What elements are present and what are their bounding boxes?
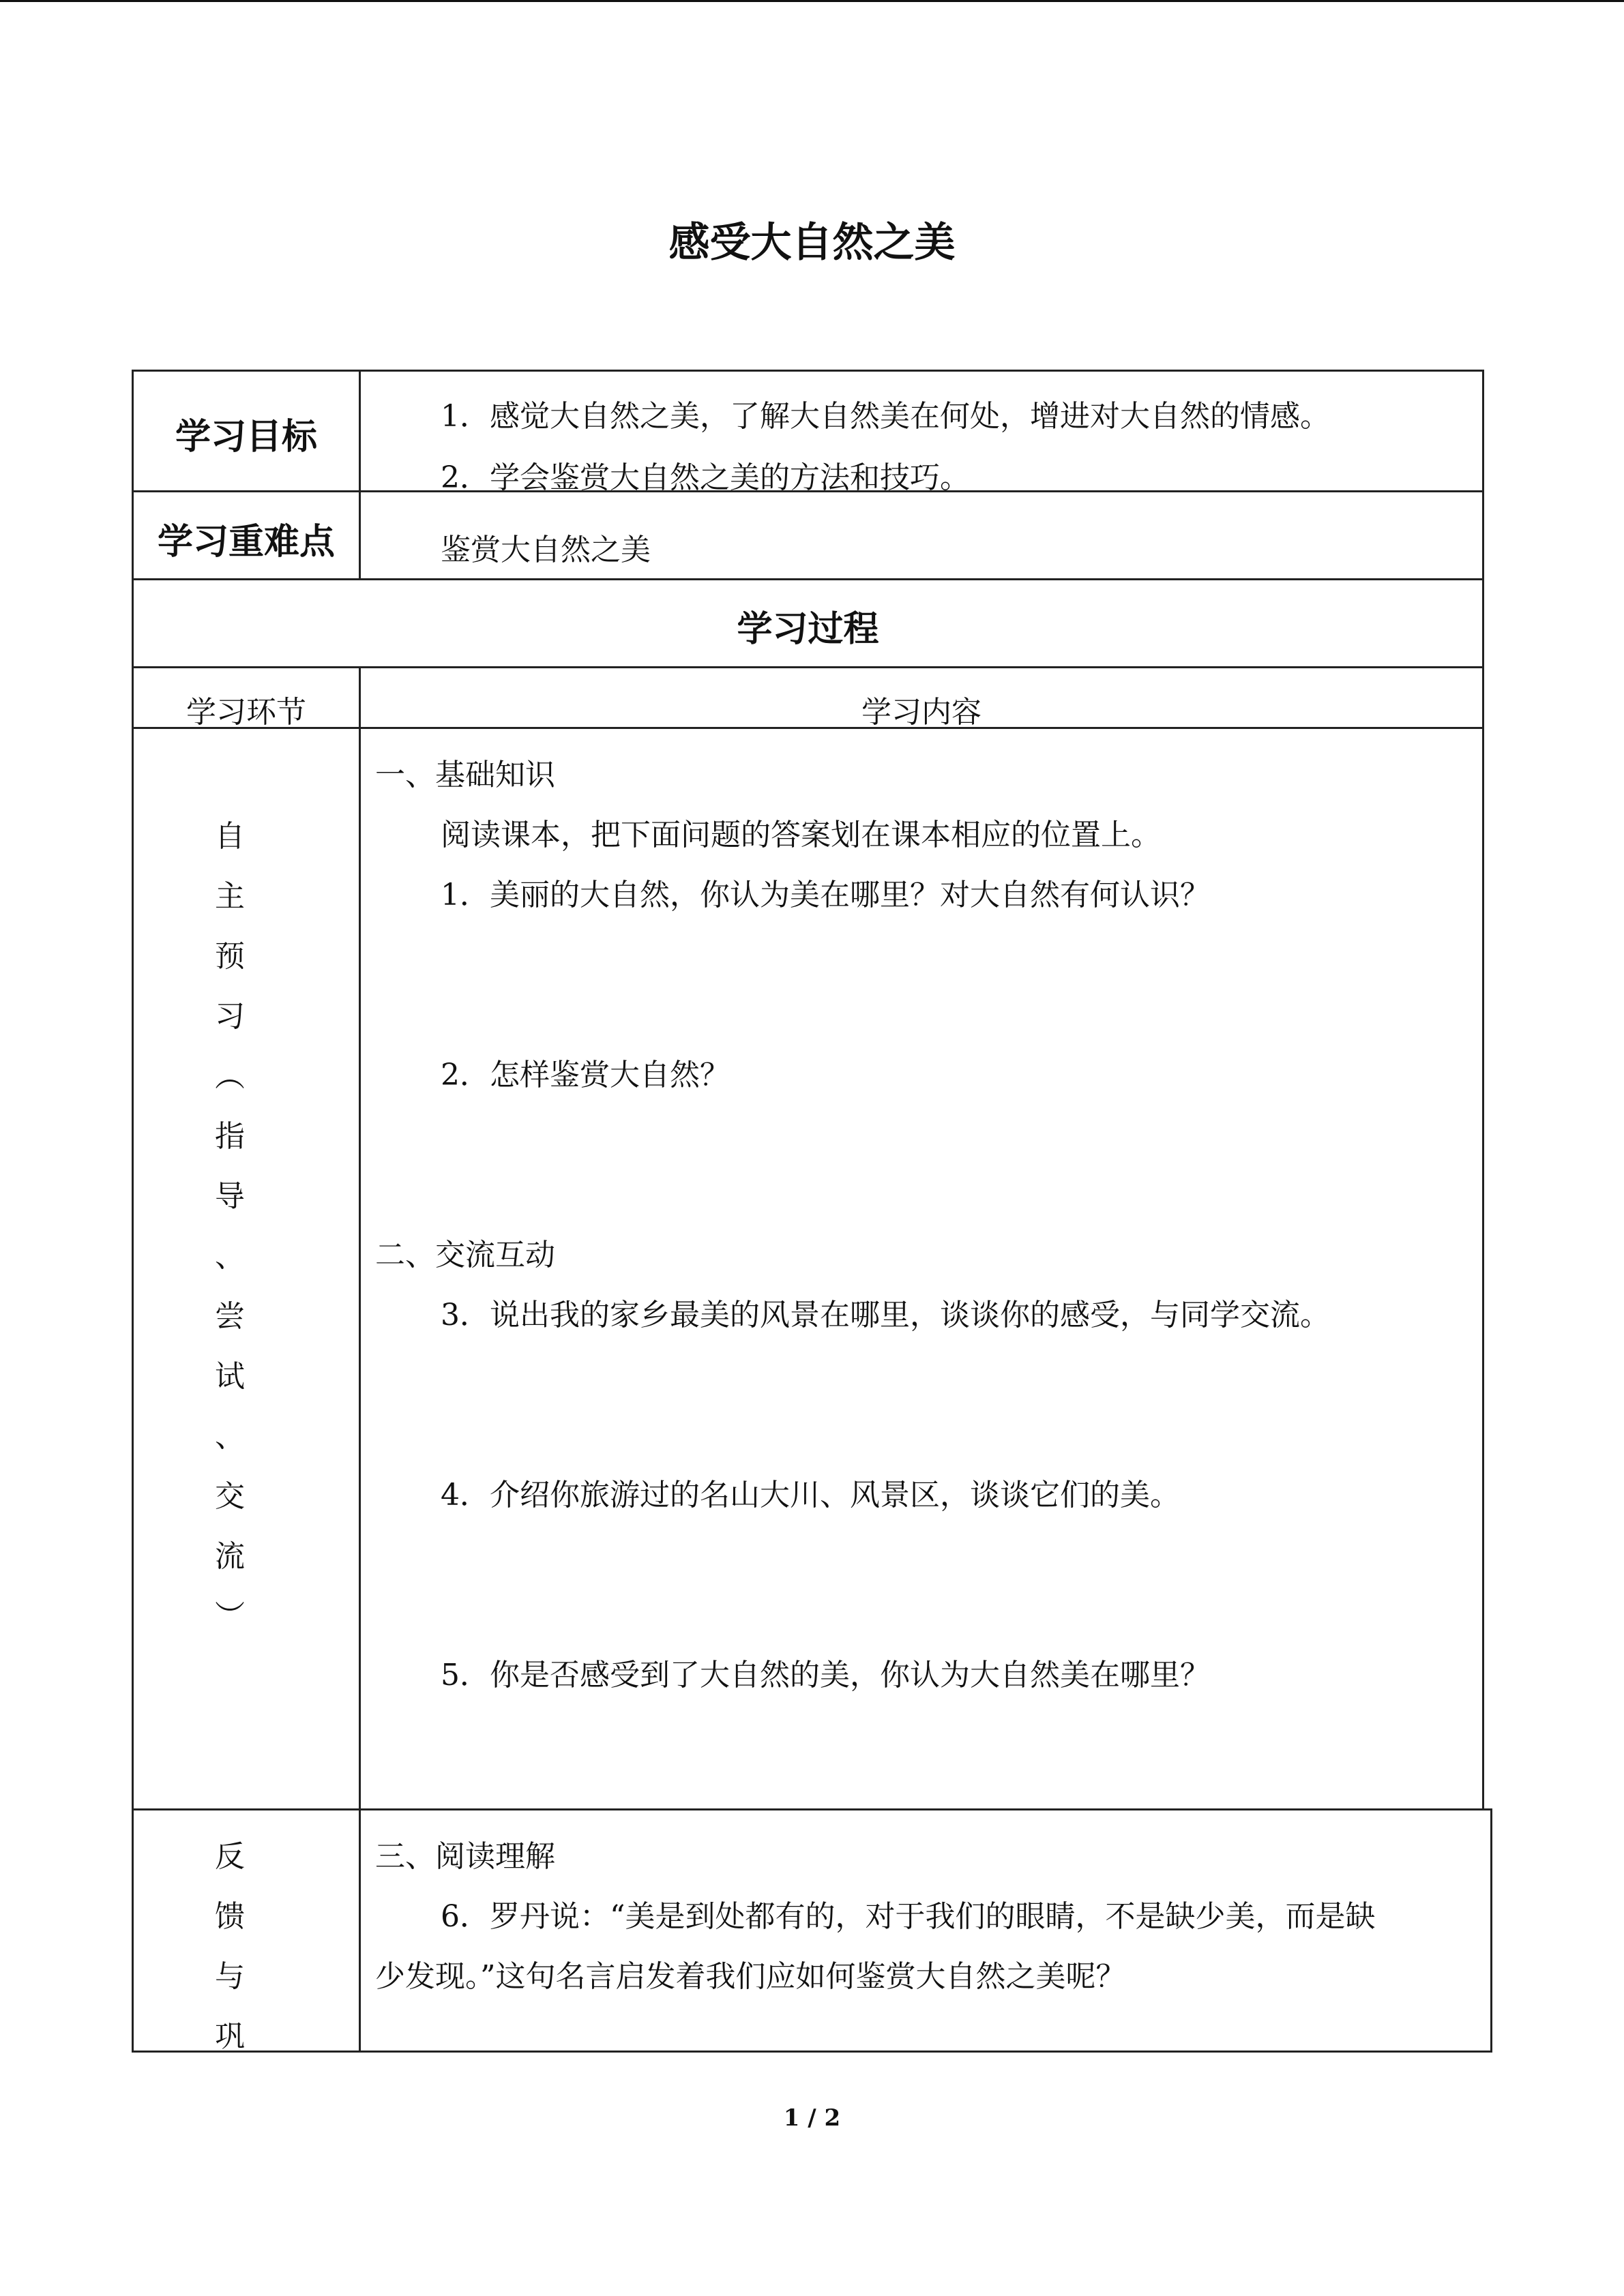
question-2: 2．怎样鉴赏大自然？ xyxy=(441,1058,730,1092)
stage-char: 交 xyxy=(215,1479,245,1514)
question-1: 1．美丽的大自然，你认为美在哪里？对大自然有何认识？ xyxy=(441,878,1210,912)
process-heading: 学习过程 xyxy=(737,609,879,650)
stage-char: 预 xyxy=(215,939,245,974)
stage-column-header: 学习环节 xyxy=(186,695,306,730)
instruction-text: 阅读课本，把下面问题的答案划在课本相应的位置上。 xyxy=(441,818,1161,852)
question-6: 6．罗丹说：“美是到处都有的，对于我们的眼睛，不是缺少美，而是缺 xyxy=(441,1899,1376,1934)
objective-item: 2．学会鉴赏大自然之美的方法和技巧。 xyxy=(441,460,970,495)
page-title: 感受大自然之美 xyxy=(668,219,956,267)
key-points-label: 学习重难点 xyxy=(157,522,335,563)
table-rule xyxy=(132,1808,1492,1810)
stage-char: 、 xyxy=(215,1239,245,1274)
question-3: 3．说出我的家乡最美的风景在哪里，谈谈你的感受，与同学交流。 xyxy=(441,1298,1330,1332)
section-heading: 三、阅读理解 xyxy=(375,1839,555,1874)
stage-char: 尝 xyxy=(215,1299,245,1334)
question-5: 5．你是否感受到了大自然的美，你认为大自然美在哪里？ xyxy=(441,1658,1210,1693)
stage-char: 巩 xyxy=(215,2019,245,2054)
stage-char: 流 xyxy=(215,1539,245,1574)
table-rule xyxy=(1490,1808,1492,2053)
content-column-header: 学习内容 xyxy=(861,695,981,730)
stage-char: 试 xyxy=(215,1359,245,1394)
table-rule xyxy=(1482,370,1484,1810)
objectives-label: 学习目标 xyxy=(175,417,317,458)
question-4: 4．介绍你旅游过的名山大川、风景区，谈谈它们的美。 xyxy=(441,1478,1180,1512)
stage-char: 指 xyxy=(215,1119,245,1154)
table-rule xyxy=(359,666,361,2053)
stage-char: 习 xyxy=(215,999,245,1034)
stage-char: 反 xyxy=(215,1839,245,1874)
page-number: 1 / 2 xyxy=(783,2104,841,2132)
stage-char: 主 xyxy=(215,879,245,914)
key-points-text: 鉴赏大自然之美 xyxy=(441,533,651,567)
stage-char: ︶ xyxy=(215,1599,245,1634)
stage-char: 馈 xyxy=(215,1899,245,1934)
stage-char: ︵ xyxy=(215,1059,245,1094)
stage-char: 、 xyxy=(215,1419,245,1454)
question-6-continued: 少发现。”这句名言启发着我们应如何鉴赏大自然之美呢？ xyxy=(375,1959,1126,1994)
stage-char: 自 xyxy=(215,819,245,854)
table-rule xyxy=(132,666,1484,668)
stage-char: 与 xyxy=(215,1959,245,1994)
table-rule xyxy=(132,370,1484,372)
stage-char: 导 xyxy=(215,1179,245,1214)
table-rule xyxy=(132,578,1484,580)
section-heading: 一、基础知识 xyxy=(375,758,555,792)
section-heading: 二、交流互动 xyxy=(375,1238,555,1272)
table-rule xyxy=(132,2051,1492,2053)
table-rule xyxy=(359,370,361,578)
objective-item: 1．感觉大自然之美，了解大自然美在何处，增进对大自然的情感。 xyxy=(441,399,1330,434)
